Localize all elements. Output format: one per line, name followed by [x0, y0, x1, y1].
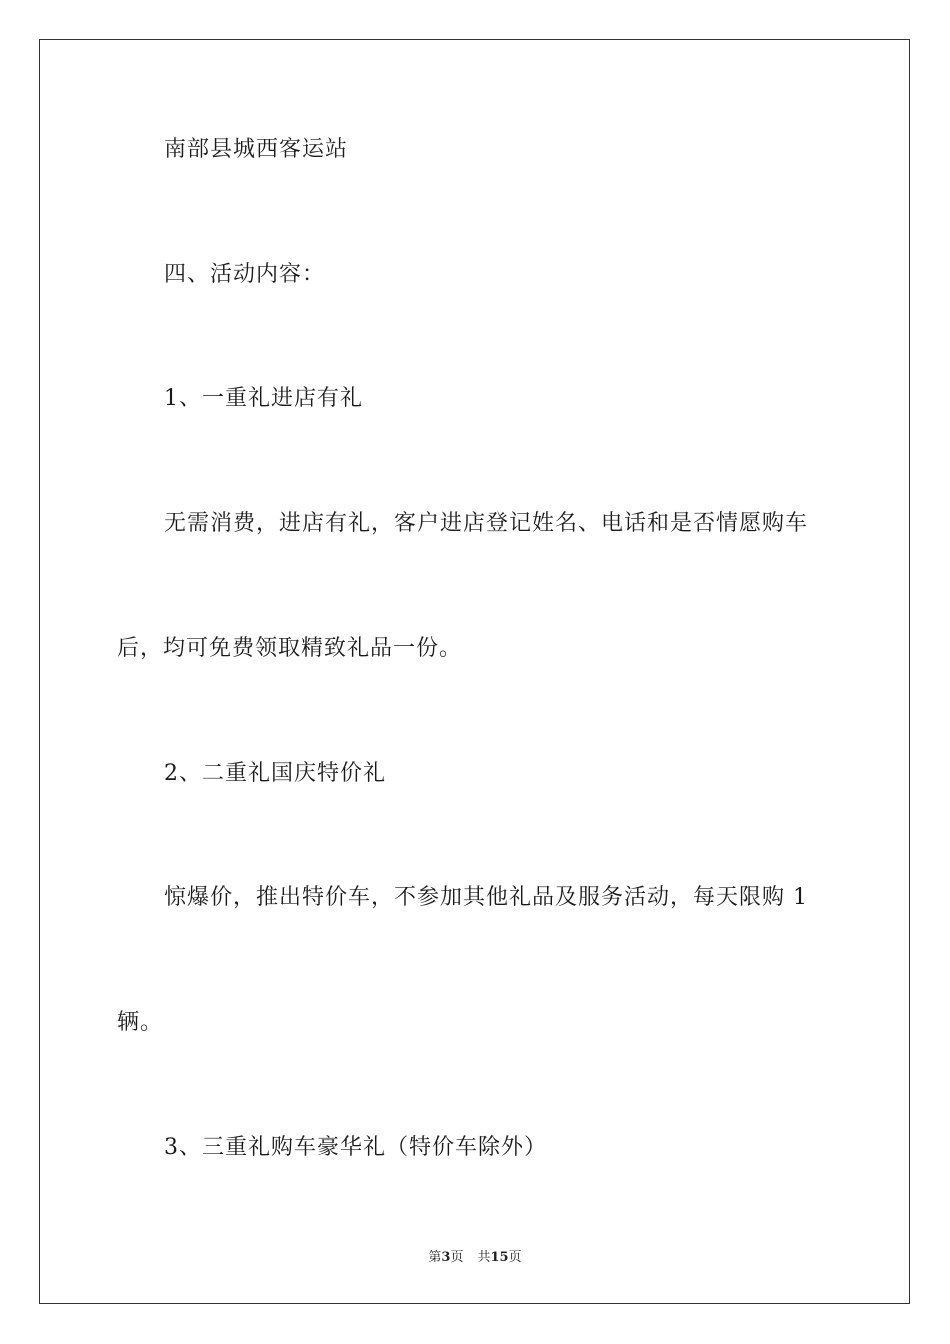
- item-heading-gift-1: 1、一重礼进店有礼: [164, 386, 363, 411]
- footer-page-current: 3: [441, 1250, 451, 1265]
- footer-total-unit: 页: [508, 1250, 522, 1265]
- page-border: [39, 39, 910, 1304]
- footer-page-total: 15: [490, 1250, 509, 1265]
- footer-total-prefix: 共: [477, 1250, 491, 1265]
- page-footer: [0, 1250, 950, 1266]
- section-heading-activity-content: 四、活动内容：: [164, 262, 326, 287]
- footer-page-unit: 页: [450, 1250, 464, 1265]
- text-line-location: 南部县城西客运站: [164, 137, 349, 162]
- paragraph-gift-2-line-2: 辆。: [117, 1010, 164, 1035]
- paragraph-gift-1-line-1: 无需消费，进店有礼，客户进店登记姓名、电话和是否情愿购车: [164, 511, 809, 536]
- item-heading-gift-2: 2、二重礼国庆特价礼: [164, 761, 386, 786]
- footer-page-prefix: 第: [428, 1250, 442, 1265]
- paragraph-gift-2-line-1: 惊爆价，推出特价车，不参加其他礼品及服务活动，每天限购 1: [164, 885, 808, 910]
- paragraph-gift-1-line-2: 后，均可免费领取精致礼品一份。: [117, 636, 463, 661]
- item-heading-gift-3: 3、三重礼购车豪华礼（特价车除外）: [164, 1135, 547, 1160]
